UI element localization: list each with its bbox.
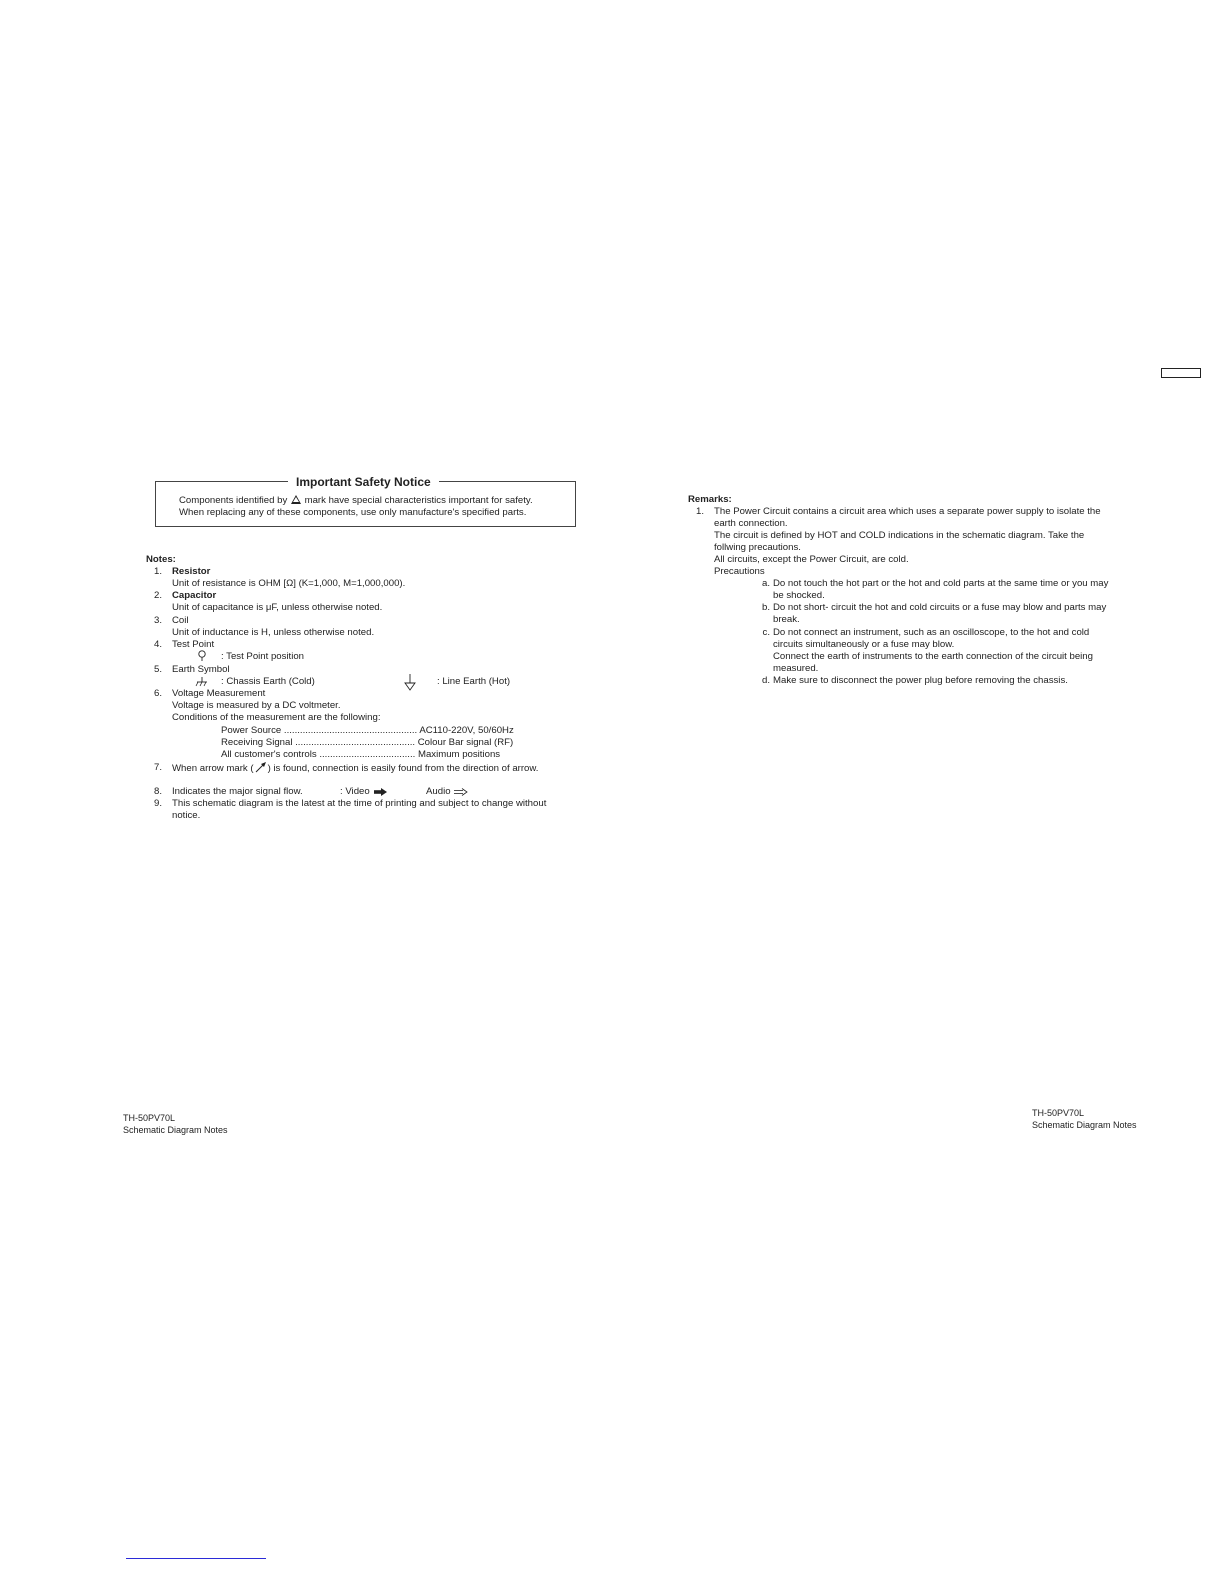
note-title: Test Point <box>172 639 215 650</box>
safety-line-1-b: mark have special characteristics important for safety. <box>304 495 533 506</box>
note-text-2: notice. <box>172 810 201 821</box>
safety-notice-title: Important Safety Notice <box>288 475 439 489</box>
bottom-link-underline[interactable] <box>126 1558 266 1559</box>
audio-arrow-icon <box>454 788 468 796</box>
condition-value: Maximum positions <box>417 749 501 760</box>
line-earth-icon <box>404 674 416 692</box>
notes-heading: Notes: <box>146 554 176 565</box>
note-number: 2. <box>153 590 162 601</box>
audio-flow-label: Audio <box>426 786 451 797</box>
note-title: Voltage Measurement <box>172 688 266 699</box>
chassis-earth-icon <box>196 676 208 688</box>
condition-value: AC110-220V, 50/60Hz <box>419 725 514 736</box>
precaution-line: measured. <box>773 663 819 674</box>
note-number: 1. <box>153 566 162 577</box>
note-text: This schematic diagram is the latest at the time of printing and subject to change without <box>172 798 547 809</box>
footer-left-title: Schematic Diagram Notes <box>123 1125 228 1135</box>
note-title: Resistor <box>172 566 211 577</box>
precaution-line: Connect the earth of instruments to the earth connection of the circuit being <box>773 651 1093 662</box>
condition-row <box>221 737 513 749</box>
note-text-2: Conditions of the measurement are the following: <box>172 712 381 723</box>
note-text-2: : Line Earth (Hot) <box>437 676 511 687</box>
note-number: 5. <box>153 664 162 675</box>
note-text-b: ) is found, connection is easily found from the direction of arrow. <box>267 763 539 774</box>
note-title: Coil <box>172 615 189 626</box>
condition-label: Receiving Signal ............................................. <box>221 737 416 748</box>
remark-line: follwing precautions. <box>714 542 801 553</box>
precaution-line: Do not touch the hot part or the hot and cold parts at the same time or you may <box>773 578 1109 589</box>
safety-line-2: When replacing any of these components, use only manufacture's specified parts. <box>179 507 527 518</box>
note-text: Unit of inductance is H, unless otherwise noted. <box>172 627 375 638</box>
note-number: 3. <box>153 615 162 626</box>
precaution-line: Make sure to disconnect the power plug before removing the chassis. <box>773 675 1068 686</box>
precaution-line: be shocked. <box>773 590 825 601</box>
corner-tab-box <box>1161 368 1201 378</box>
condition-value: Colour Bar signal (RF) <box>417 737 514 748</box>
safety-line-1 <box>179 495 533 507</box>
remarks-heading: Remarks: <box>688 494 732 505</box>
note-title: Earth Symbol <box>172 664 230 675</box>
condition-label: Power Source .................................................. <box>221 725 418 736</box>
note-title: Capacitor <box>172 590 217 601</box>
note-text <box>172 762 538 775</box>
video-arrow-icon <box>374 788 388 796</box>
note-text-a: When arrow mark ( <box>172 763 254 774</box>
precaution-letter: b. <box>761 602 770 613</box>
precaution-letter: a. <box>761 578 770 589</box>
precaution-line: Do not short- circuit the hot and cold circuits or a fuse may blow and parts may <box>773 602 1107 613</box>
remark-line: earth connection. <box>714 518 788 529</box>
remark-line: The circuit is defined by HOT and COLD indications in the schematic diagram. Take the <box>714 530 1085 541</box>
footer-right-model: TH-50PV70L <box>1032 1108 1085 1118</box>
note-number: 6. <box>153 688 162 699</box>
note-number: 7. <box>153 762 162 773</box>
remark-line: Precautions <box>714 566 765 577</box>
note-number: 8. <box>153 786 162 797</box>
precaution-line: break. <box>773 614 800 625</box>
note-number: 9. <box>153 798 162 809</box>
footer-right-title: Schematic Diagram Notes <box>1032 1120 1137 1130</box>
condition-row <box>221 749 500 761</box>
note-text: Voltage is measured by a DC voltmeter. <box>172 700 341 711</box>
remark-line: All circuits, except the Power Circuit, are cold. <box>714 554 909 565</box>
warning-triangle-icon <box>291 495 301 504</box>
precaution-line: circuits simultaneously or a fuse may blow. <box>773 639 955 650</box>
note-number: 4. <box>153 639 162 650</box>
note-text: Indicates the major signal flow. <box>172 786 303 797</box>
remark-number: 1. <box>695 506 704 517</box>
safety-line-1-a: Components identified by <box>179 495 288 506</box>
remark-line: The Power Circuit contains a circuit area which uses a separate power supply to isolate the <box>714 506 1101 517</box>
precaution-line: Do not connect an instrument, such as an oscilloscope, to the hot and cold <box>773 627 1090 638</box>
precaution-letter: c. <box>762 627 770 638</box>
test-point-icon <box>197 650 207 662</box>
condition-row <box>221 725 514 737</box>
note-text: Unit of resistance is OHM [Ω] (K=1,000, M=1,000,000). <box>172 578 406 589</box>
precaution-letter: d. <box>761 675 770 686</box>
condition-label: All customer's controls .................................... <box>221 749 416 760</box>
video-flow-label: : Video <box>340 786 370 797</box>
note-text: Unit of capacitance is μF, unless otherwise noted. <box>172 602 383 613</box>
footer-left-model: TH-50PV70L <box>123 1113 176 1123</box>
note-text: : Chassis Earth (Cold) <box>221 676 315 687</box>
note-text: : Test Point position <box>221 651 305 662</box>
connection-arrow-icon <box>254 762 268 773</box>
